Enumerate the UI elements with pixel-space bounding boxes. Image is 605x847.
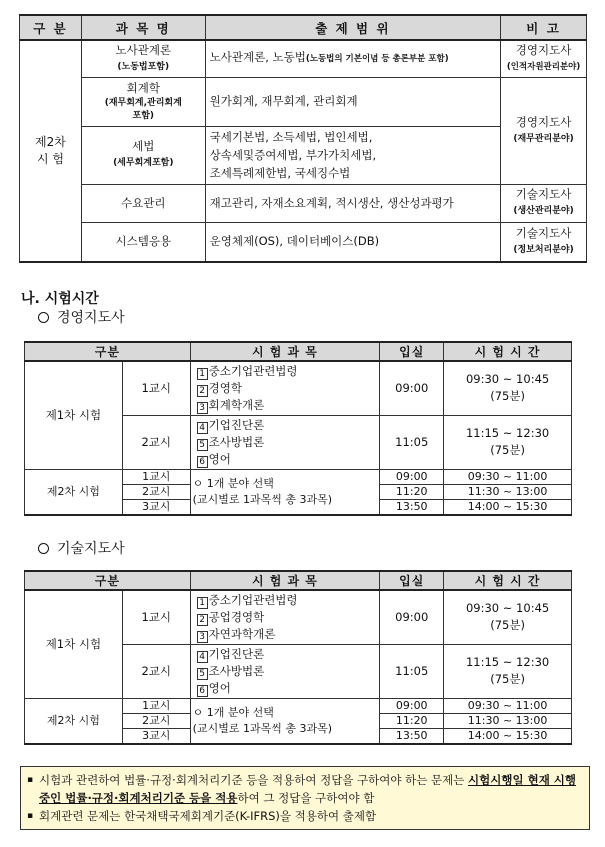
scope-cell: 원가회계, 재무회계, 관리회계 <box>205 77 500 126</box>
second-exam-label: 제2차 시험 <box>25 698 123 744</box>
subjects-cell: 1 중소기업관련법령 2 공업경영학 3 자연과학개론 <box>190 590 380 644</box>
scope-cell: 운영체제(OS), 데이터베이스(DB) <box>205 222 500 262</box>
circle-bullet-icon <box>38 543 49 554</box>
entry-cell: 09:00 <box>380 590 444 644</box>
time-cell: 09:30 ~ 11:00 <box>444 469 572 484</box>
header-entry: 입실 <box>380 571 444 590</box>
header-time: 시 험 시 간 <box>444 571 572 590</box>
header-category: 구분 <box>25 342 191 361</box>
entry-cell: 13:50 <box>380 728 444 744</box>
remark-cell: 경영지도사 (재무관리분야) <box>501 77 587 184</box>
period-cell: 2교시 <box>122 713 190 728</box>
header-time: 시 험 시 간 <box>444 342 572 361</box>
period-cell: 3교시 <box>122 499 190 515</box>
subjects-cell: 4 기업진단론 5 조사방법론 6 영어 <box>190 415 380 469</box>
period-cell: 3교시 <box>122 728 190 744</box>
header-subjects: 시 험 과 목 <box>190 342 380 361</box>
second-exam-label: 제2차 시험 <box>25 469 123 515</box>
header-subjects: 시 험 과 목 <box>190 571 380 590</box>
period-cell: 1교시 <box>122 590 190 644</box>
period-cell: 1교시 <box>122 361 190 415</box>
header-subject: 과 목 명 <box>81 15 205 40</box>
scope-cell: 국세기본법, 소득세법, 법인세법, 상속세및증여세법, 부가가치세법, 조세특례제한법, 국세징수법 <box>205 126 500 184</box>
entry-cell: 13:50 <box>380 499 444 515</box>
first-exam-label: 제1차 시험 <box>25 590 123 698</box>
period-cell: 2교시 <box>122 484 190 499</box>
header-entry: 입실 <box>380 342 444 361</box>
subjects-cell: 1 중소기업관련법령 2 경영학 3 회계학개론 <box>190 361 380 415</box>
exam-scope-table <box>19 14 587 263</box>
period-cell: 1교시 <box>122 469 190 484</box>
circle-bullet-icon <box>38 312 49 323</box>
entry-cell: 09:00 <box>380 698 444 713</box>
schedule-table-management <box>24 341 572 516</box>
subject-cell: 노사관계론 (노동법포함) <box>81 40 205 77</box>
subject-cell: 세법 (세무회계포함) <box>81 126 205 184</box>
entry-cell: 11:05 <box>380 415 444 469</box>
subtitle-technical: 기술지도사 <box>38 538 125 558</box>
header-remark: 비 고 <box>501 15 587 40</box>
time-cell: 14:00 ~ 15:30 <box>444 728 572 744</box>
time-cell: 11:30 ~ 13:00 <box>444 484 572 499</box>
subjects-cell: 4 기업진단론 5 조사방법론 6 영어 <box>190 644 380 698</box>
time-cell: 14:00 ~ 15:30 <box>444 499 572 515</box>
remark-cell: 기술지도사 (정보처리분야) <box>501 222 587 262</box>
first-exam-label: 제1차 시험 <box>25 361 123 469</box>
entry-cell: 11:05 <box>380 644 444 698</box>
time-cell: 09:30 ~ 11:00 <box>444 698 572 713</box>
remark-cell: 기술지도사 (생산관리분야) <box>501 184 587 222</box>
second-subjects-cell: ㅇ 1개 분야 선택 (교시별로 1과목씩 총 3과목) <box>190 698 380 744</box>
group-label: 제2차 시 험 <box>20 40 82 262</box>
time-cell: 11:15 ~ 12:30 (75분) <box>444 644 572 698</box>
scope-cell: 재고관리, 자재소요계획, 적시생산, 생산성과평가 <box>205 184 500 222</box>
time-cell: 11:15 ~ 12:30 (75분) <box>444 415 572 469</box>
period-cell: 1교시 <box>122 698 190 713</box>
note-item: ▪ 회계관련 문제는 한국채택국제회계기준(K-IFRS)을 적용하여 출제함 <box>27 807 583 825</box>
period-cell: 2교시 <box>122 644 190 698</box>
subtitle-management: 경영지도사 <box>38 307 125 327</box>
schedule-table-technical <box>24 570 572 745</box>
subject-cell: 회계학 (재무회계,관리회계 포함) <box>81 77 205 126</box>
time-cell: 09:30 ~ 10:45 (75분) <box>444 590 572 644</box>
entry-cell: 09:00 <box>380 361 444 415</box>
note-box <box>20 766 590 830</box>
entry-cell: 09:00 <box>380 469 444 484</box>
period-cell: 2교시 <box>122 415 190 469</box>
section-title: 나. 시험시간 <box>21 291 99 307</box>
entry-cell: 11:20 <box>380 713 444 728</box>
time-cell: 11:30 ~ 13:00 <box>444 713 572 728</box>
entry-cell: 11:20 <box>380 484 444 499</box>
scope-cell: 노사관계론, 노동법(노동법의 기본이념 등 총론부분 포함) <box>205 40 500 77</box>
header-category: 구분 <box>25 571 191 590</box>
header-category: 구 분 <box>20 15 82 40</box>
remark-cell: 경영지도사 (인적자원관리분야) <box>501 40 587 77</box>
subject-cell: 시스템응용 <box>81 222 205 262</box>
time-cell: 09:30 ~ 10:45 (75분) <box>444 361 572 415</box>
subject-cell: 수요관리 <box>81 184 205 222</box>
header-scope: 출 제 범 위 <box>205 15 500 40</box>
note-item: ▪ 시험과 관련하여 법률·규정·회계처리기준 등을 적용하여 정답을 구하여야 하는 문제는 시험시행일 현재 시행 중인 법률·규정·회계처리기준 등을 적용하여 그 정답을 구하여야 함 <box>27 771 583 807</box>
second-subjects-cell: ㅇ 1개 분야 선택 (교시별로 1과목씩 총 3과목) <box>190 469 380 515</box>
